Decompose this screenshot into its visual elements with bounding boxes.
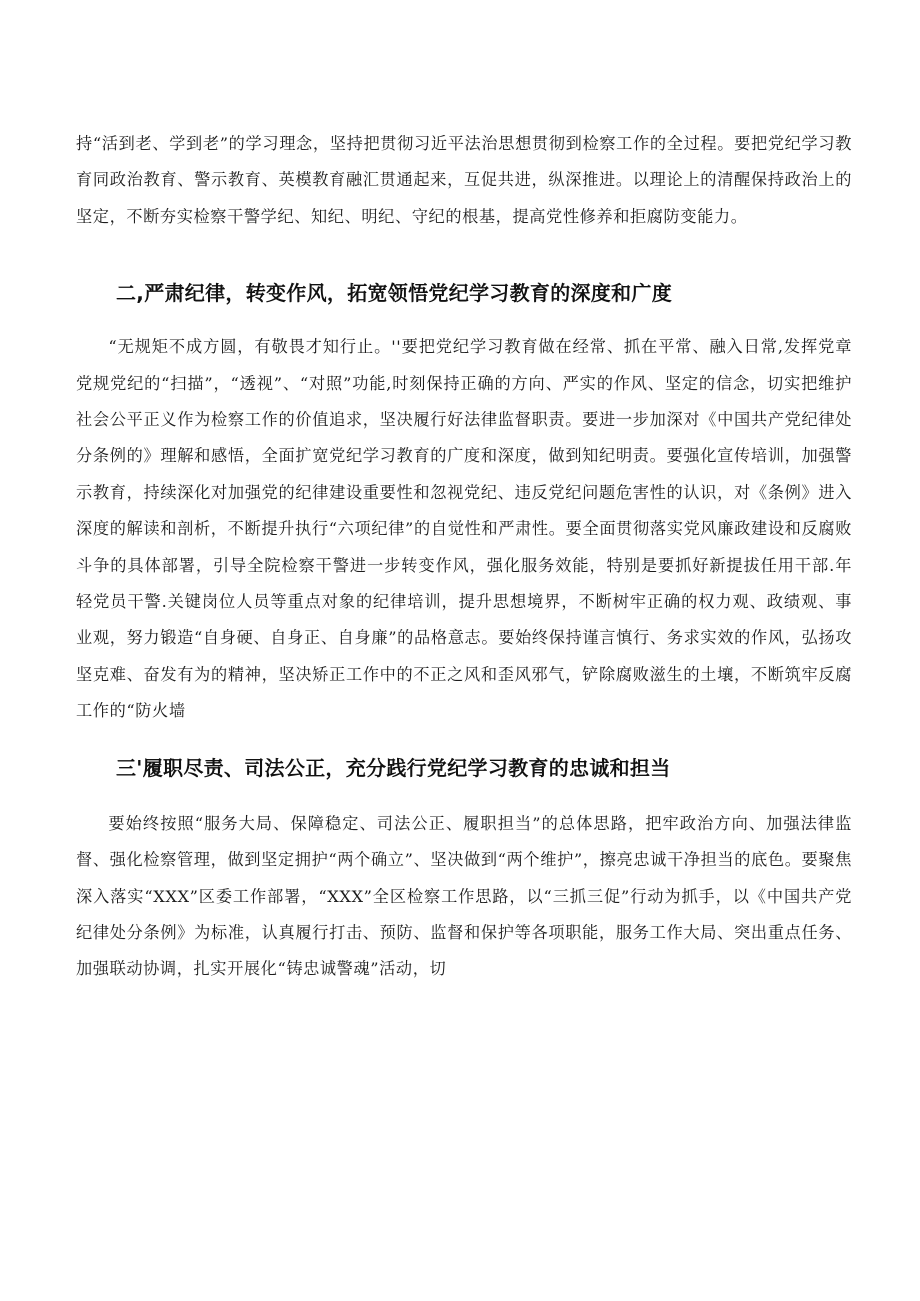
section-3-paragraph: 要始终按照“服务大局、保障稳定、司法公正、履职担当”的总体思路，把牢政治方向、加强法律监督、强化检察管理，做到坚定拥护“两个确立”、坚决做到“两个维护”，擦亮忠诚干净担当的底色。要聚焦深入落实“XXX”区委工作部署，“XXX”全区检察工作思路，以“三抓三促”行动为抓手，以《中国共产党纪律处分条例》为标准，认真履行打击、预防、监督和保护等各项职能，服务工作大局、突出重点任务、加强联动协调，扎实开展化“铸忠诚警魂”活动，切 <box>76 813 852 979</box>
section-heading-2: 二,严肃纪律，转变作风，拓宽领悟党纪学习教育的深度和广度 <box>116 281 672 306</box>
section-2-paragraph: “无规矩不成方圆，有敬畏才知行止。''要把党纪学习教育做在经常、抓在平常、融入日常,发挥党章党规党纪的“扫描”，“透视”、“对照”功能,时刻保持正确的方向、严实的作风、坚定的信念，切实把维护社会公平正义作为检察工作的价值追求，坚决履行好法律监督职责。要进一步加深对《中国共产党纪律处分条例的》理解和感悟，全面扩宽党纪学习教育的广度和深度，做到知纪明责。要强化宣传培训，加强警示教育，持续深化对加强党的纪律建设重要性和忽视党纪、违反党纪问题危害性的认识，对《条例》进入深度的解读和剖析，不断提升执行“六项纪律”的自觉性和严肃性。要全面贯彻落实党风廉政建设和反腐败斗争的具体部署，引导全院检察干警进一步转变作风，强化服务效能，特别是要抓好新提拔任用干部.年轻党员干警.关键岗位人员等重点对象的纪律培训，提升思想境界，不断树牢正确的权力观、政绩观、事业观，努力锻造“自身硬、自身正、自身廉”的品格意志。要始终保持谨言慎行、务求实效的作风，弘扬攻坚克难、奋发有为的精神，坚决矫正工作中的不正之风和歪风邪气，铲除腐败滋生的土壤，不断筑牢反腐工作的“防火墙 <box>76 337 852 721</box>
document-page <box>76 126 852 988</box>
section-heading-3: 三'履职尽责、司法公正，充分践行党纪学习教育的忠诚和担当 <box>116 755 671 780</box>
paragraph-continuation: 持“活到老、学到老”的学习理念，坚持把贯彻习近平法治思想贯彻到检察工作的全过程。要把党纪学习教育同政治教育、警示教育、英模教育融汇贯通起来，互促共进，纵深推进。以理论上的清醒保持政治上的坚定，不断夯实检察干警学纪、知纪、明纪、守纪的根基，提高党性修养和拒腐防变能力。 <box>76 134 852 226</box>
